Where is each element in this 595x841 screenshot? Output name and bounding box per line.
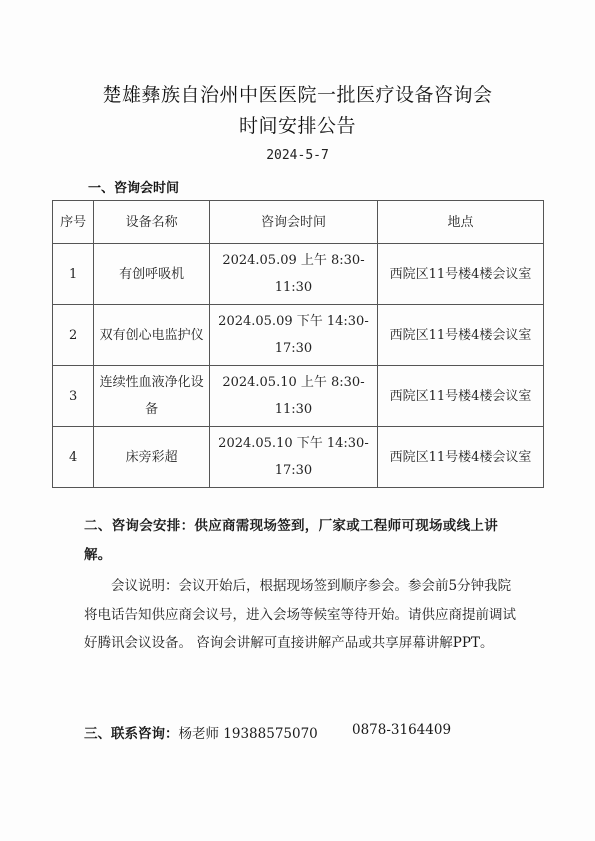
row-location: 西院区11号楼4楼会议室 (377, 244, 543, 305)
row-time: 2024.05.10 下午 14:30-17:30 (209, 427, 377, 488)
table-row (53, 366, 544, 427)
table-header-row (53, 201, 544, 244)
row-equipment: 连续性血液净化设备 (94, 366, 210, 427)
row-location: 西院区11号楼4楼会议室 (377, 305, 543, 366)
header-no: 序号 (53, 201, 94, 244)
header-time: 咨询会时间 (209, 201, 377, 244)
document-title-line2: 时间安排公告 (238, 115, 356, 137)
row-location: 西院区11号楼4楼会议室 (377, 366, 543, 427)
contact-line (84, 722, 452, 742)
schedule-table (52, 200, 544, 488)
table-row (53, 305, 544, 366)
section1-heading: 一、咨询会时间 (88, 181, 180, 196)
contact-phone-office: 0878-3164409 (352, 722, 452, 738)
row-time: 2024.05.10 上午 8:30-11:30 (209, 366, 377, 427)
table-row (53, 427, 544, 488)
row-equipment: 床旁彩超 (94, 427, 210, 488)
header-equipment: 设备名称 (94, 201, 210, 244)
header-location: 地点 (377, 201, 543, 244)
contact-label: 三、联系咨询： (84, 726, 179, 742)
document-title-line1: 楚雄彝族自治州中医医院一批医疗设备咨询会 (102, 84, 493, 106)
section2-heading: 二、咨询会安排：供应商需现场签到，厂家或工程师可现场或线上讲解。 (84, 518, 498, 563)
row-no: 3 (53, 366, 94, 427)
contact-person: 杨老师 19388575070 (178, 726, 318, 742)
document-date: 2024-5-7 (266, 148, 329, 163)
row-time: 2024.05.09 下午 14:30-17:30 (209, 305, 377, 366)
table-row (53, 244, 544, 305)
row-time: 2024.05.09 上午 8:30-11:30 (209, 244, 377, 305)
row-equipment: 有创呼吸机 (94, 244, 210, 305)
row-equipment: 双有创心电监护仪 (94, 305, 210, 366)
row-no: 2 (53, 305, 94, 366)
row-no: 1 (53, 244, 94, 305)
row-no: 4 (53, 427, 94, 488)
row-location: 西院区11号楼4楼会议室 (377, 427, 543, 488)
meeting-notes: 会议说明：会议开始后，根据现场签到顺序参会。参会前5分钟我院将电话告知供应商会议号，进入会场等候室等待开始。请供应商提前调试好腾讯会议设备。 咨询会讲解可直接讲解产品或共享屏幕讲解PPT。 (84, 578, 516, 651)
